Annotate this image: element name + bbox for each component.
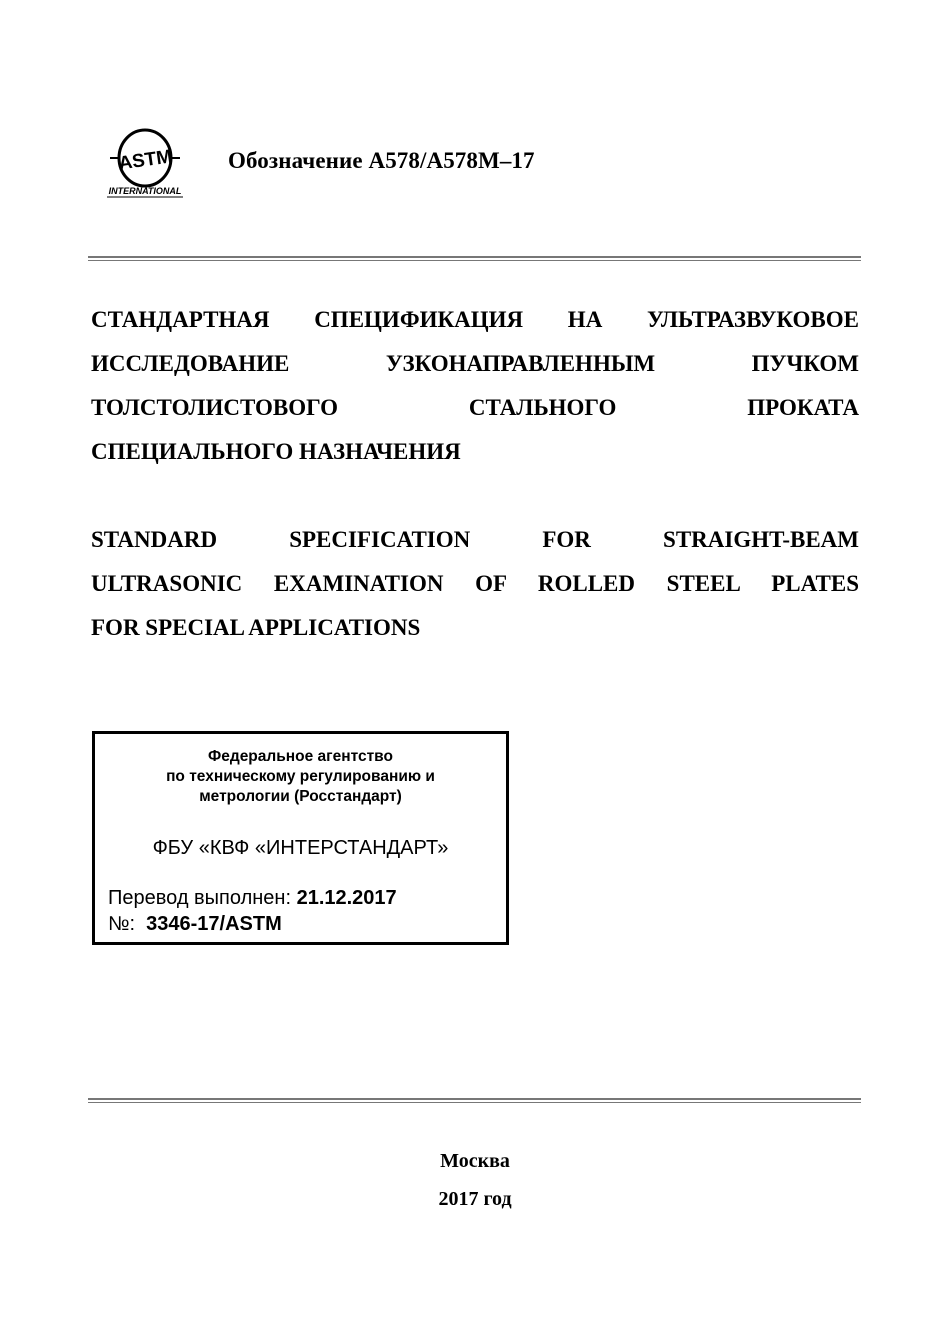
agency-name [95,747,506,807]
top-divider [88,256,861,261]
title-english [91,518,859,650]
agency-line: по техническому регулированию и [166,768,435,785]
city: Москва [440,1150,510,1172]
title-en-line: ULTRASONIC EXAMINATION OF ROLLED STEEL PLATES [91,571,859,596]
agency-line: Федеральное агентство [208,748,393,765]
translated-label: Перевод выполнен: [108,887,297,909]
title-russian [91,298,859,474]
title-ru-line: ТОЛСТОЛИСТОВОГО СТАЛЬНОГО ПРОКАТА [91,395,859,420]
translation-date-line [108,887,397,910]
translation-stamp [92,731,509,945]
title-ru-line: ИССЛЕДОВАНИЕ УЗКОНАПРАВЛЕННЫМ ПУЧКОМ [91,351,859,376]
logo-text: ASTM [117,146,174,175]
designation: Обозначение A578/A578M–17 [228,148,535,173]
astm-logo [104,128,186,200]
bottom-divider [88,1098,861,1103]
translated-date: 21.12.2017 [296,887,397,909]
title-en-line: FOR SPECIAL APPLICATIONS [91,615,421,640]
year: 2017 год [438,1188,512,1210]
logo-subtext: INTERNATIONAL [108,186,182,196]
agency-line: метрологии (Росстандарт) [199,788,402,805]
title-ru-line: СПЕЦИАЛЬНОГО НАЗНАЧЕНИЯ [91,439,461,464]
title-en-line: STANDARD SPECIFICATION FOR STRAIGHT-BEAM [91,527,859,552]
number-label: №: [108,913,147,935]
translation-number-line [108,913,282,936]
title-ru-line: СТАНДАРТНАЯ СПЕЦИФИКАЦИЯ НА УЛЬТРАЗВУКОВОЕ [91,307,859,332]
organization-name: ФБУ «КВФ «ИНТЕРСТАНДАРТ» [152,837,449,859]
number-value: 3346-17/ASTM [146,913,282,935]
